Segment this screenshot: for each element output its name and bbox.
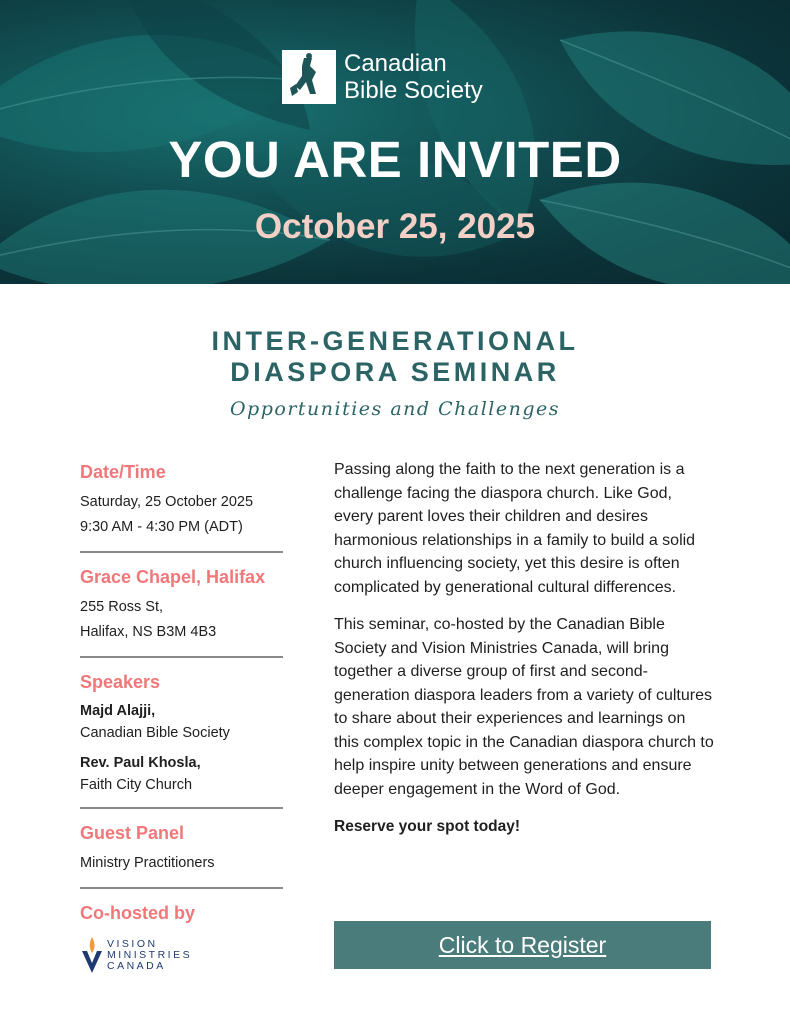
seminar-title-line2: DIASPORA SEMINAR: [230, 357, 560, 387]
event-description: [334, 458, 714, 839]
vmc-logo-line2: MINISTRIES: [107, 948, 193, 961]
venue-street: 255 Ross St,: [80, 599, 164, 615]
speaker-item: [80, 700, 283, 744]
hero-date: October 25, 2025: [254, 207, 536, 246]
datetime-section: [80, 460, 283, 553]
panel-section: [80, 821, 283, 889]
vmc-logo: [80, 935, 283, 975]
cbs-logo-line2: Bible Society: [344, 77, 483, 104]
seminar-subtitle: Opportunities and Challenges: [229, 398, 560, 420]
description-paragraph: This seminar, co-hosted by the Canadian Bible Society and Vision Ministries Canada, will bring together a diverse group of first and second-generation diaspora leaders from a variety of cultures to share about their experiences and learnings on this complex topic in the Canadian diaspora church to help inspire unity between generations and ensure deeper engagement in the Word of God.: [334, 616, 714, 798]
speakers-section: [80, 670, 283, 809]
description-paragraph: Passing along the faith to the next generation is a challenge facing the diaspora church. Like God, every parent loves their children and desires harmonious relationships in a family to build a solid church influencing society, yet this desire is often complicated by generational cultural differences.: [334, 461, 696, 596]
speaker-name: Majd Alajji,: [80, 703, 156, 719]
seminar-title: [0, 326, 790, 388]
panel-heading: Guest Panel: [80, 823, 185, 843]
seminar-title-line1: INTER-GENERATIONAL: [211, 326, 579, 356]
cbs-logo-wordmark: [344, 50, 483, 104]
venue-heading: Grace Chapel, Halifax: [80, 567, 266, 587]
speakers-heading: Speakers: [80, 672, 161, 692]
speaker-org: Canadian Bible Society: [80, 725, 230, 741]
reserve-callout: Reserve your spot today!: [334, 818, 521, 835]
register-button[interactable]: Click to Register: [334, 921, 711, 969]
vmc-logo-flame-icon: [80, 935, 104, 975]
venue-city: Halifax, NS B3M 4B3: [80, 624, 217, 640]
cbs-logo: [282, 48, 483, 106]
event-time: 9:30 AM - 4:30 PM (ADT): [80, 519, 243, 535]
vmc-logo-wordmark: [107, 939, 192, 972]
event-details-sidebar: [80, 460, 283, 986]
cbs-logo-line1: Canadian: [344, 50, 447, 77]
vmc-logo-line1: VISION: [107, 937, 158, 950]
speaker-name: Rev. Paul Khosla,: [80, 755, 201, 771]
speaker-item: [80, 752, 283, 796]
cohost-section: [80, 901, 283, 986]
hero-banner: [0, 0, 790, 284]
vmc-logo-line3: CANADA: [107, 959, 166, 972]
hero-title: YOU ARE INVITED: [168, 131, 622, 188]
speaker-org: Faith City Church: [80, 777, 193, 793]
event-date: Saturday, 25 October 2025: [80, 494, 254, 510]
panel-value: Ministry Practitioners: [80, 855, 215, 871]
cohost-heading: Co-hosted by: [80, 903, 195, 923]
cbs-logo-mark-icon: [282, 50, 336, 104]
venue-section: [80, 565, 283, 658]
datetime-heading: Date/Time: [80, 462, 166, 482]
